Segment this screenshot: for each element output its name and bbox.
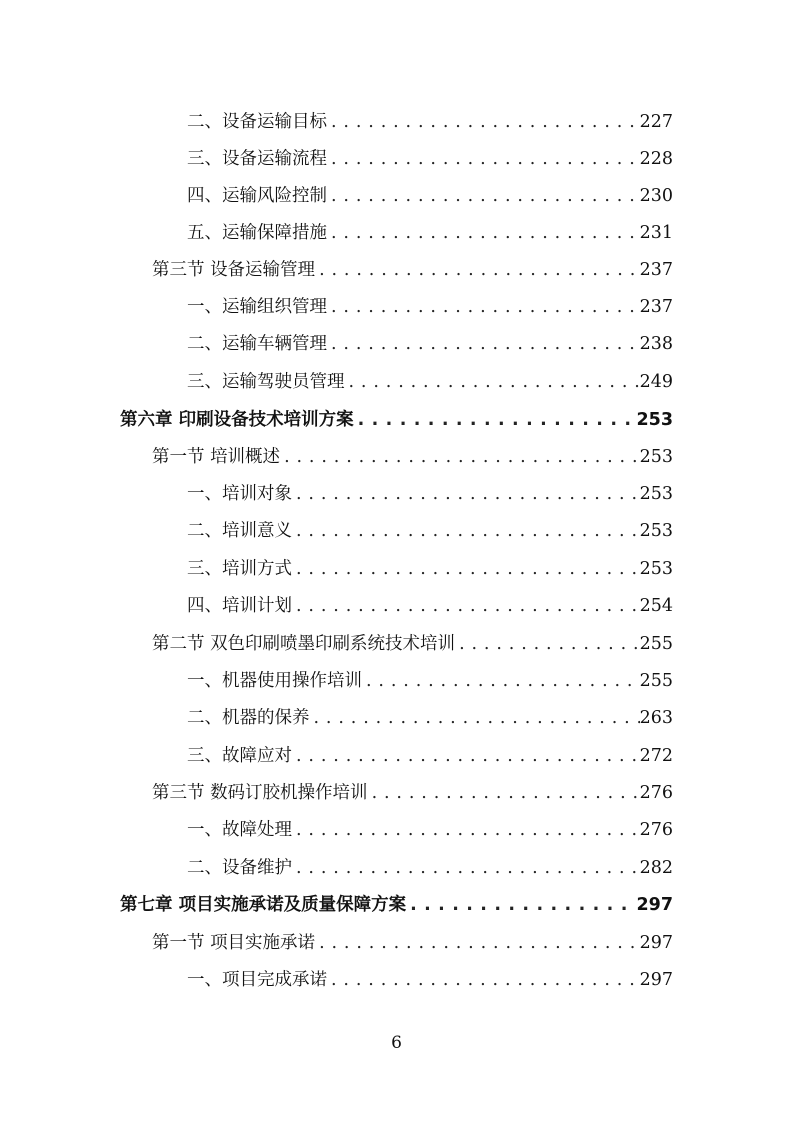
toc-entry-title: 第七章 项目实施承诺及质量保障方案 (120, 895, 407, 915)
toc-entry-title: 第二节 双色印刷喷墨印刷系统技术培训 (152, 634, 456, 654)
toc-entry-title: 二、设备运输目标 (187, 112, 327, 132)
toc-entry-page: 253 (639, 484, 673, 504)
toc-entry-title: 三、培训方式 (187, 559, 292, 579)
toc-leader-dots (292, 746, 640, 766)
toc-entry (120, 406, 673, 431)
toc-leader-dots (368, 783, 640, 803)
toc-entry-page: 237 (639, 297, 673, 317)
toc-entry-page: 253 (639, 559, 673, 579)
toc-entry-page: 238 (639, 334, 673, 354)
toc-leader-dots (406, 895, 636, 915)
toc-leader-dots (315, 260, 640, 280)
toc-leader-dots (292, 596, 640, 616)
toc-entry-page: 272 (639, 746, 673, 766)
toc-entry-page: 263 (639, 708, 673, 728)
toc-entry-title: 三、设备运输流程 (187, 149, 327, 169)
toc-entry (187, 667, 673, 692)
toc-entry (187, 368, 673, 393)
toc-entry (187, 480, 673, 505)
toc-entry-title: 二、设备维护 (187, 858, 292, 878)
toc-leader-dots (354, 410, 637, 430)
toc-entry-title: 第三节 设备运输管理 (152, 260, 316, 280)
toc-leader-dots (280, 447, 640, 467)
toc-entry-title: 三、故障应对 (187, 746, 292, 766)
toc-leader-dots (292, 559, 640, 579)
toc-entry-page: 276 (639, 820, 673, 840)
toc-entry-title: 二、机器的保养 (187, 708, 310, 728)
toc-leader-dots (315, 933, 640, 953)
toc-entry-title: 第三节 数码订胶机操作培训 (152, 783, 368, 803)
toc-entry-title: 二、培训意义 (187, 521, 292, 541)
toc-entry (187, 854, 673, 879)
toc-entry-title: 第六章 印刷设备技术培训方案 (120, 410, 354, 430)
toc-entry-page: 255 (639, 671, 673, 691)
toc-entry-page: 282 (639, 858, 673, 878)
toc-entry-page: 249 (639, 372, 673, 392)
toc-entry-page: 230 (639, 186, 673, 206)
toc-entry (187, 704, 673, 729)
toc-leader-dots (455, 634, 640, 654)
toc-entry-page: 254 (639, 596, 673, 616)
toc-leader-dots (327, 334, 640, 354)
toc-entry (187, 592, 673, 617)
toc-entry-page: 253 (636, 410, 673, 430)
toc-entry-page: 231 (639, 223, 673, 243)
toc-leader-dots (292, 858, 640, 878)
toc-entry-page: 253 (639, 521, 673, 541)
toc-entry-page: 237 (639, 260, 673, 280)
toc-entry-title: 一、故障处理 (187, 820, 292, 840)
toc-leader-dots (292, 521, 640, 541)
toc-entry (187, 742, 673, 767)
toc-entry-page: 228 (639, 149, 673, 169)
toc-entry-title: 一、机器使用操作培训 (187, 671, 362, 691)
toc-entry (120, 891, 673, 916)
toc-leader-dots (292, 820, 640, 840)
page-number: 6 (391, 1033, 402, 1053)
toc-entry-page: 255 (639, 634, 673, 654)
toc-entry (152, 779, 673, 804)
toc-entry (187, 108, 673, 133)
toc-entry-title: 第一节 培训概述 (152, 447, 281, 467)
toc-leader-dots (362, 671, 640, 691)
toc-entry-title: 一、运输组织管理 (187, 297, 327, 317)
toc-leader-dots (345, 372, 640, 392)
toc-entry (152, 929, 673, 954)
toc-leader-dots (310, 708, 640, 728)
toc-leader-dots (327, 186, 640, 206)
toc-leader-dots (327, 149, 640, 169)
toc-entry (187, 517, 673, 542)
toc-leader-dots (292, 484, 640, 504)
toc-entry (187, 330, 673, 355)
toc-leader-dots (327, 223, 640, 243)
toc-entry (187, 555, 673, 580)
toc-entry-title: 二、运输车辆管理 (187, 334, 327, 354)
toc-entry-title: 四、运输风险控制 (187, 186, 327, 206)
toc-entry-title: 五、运输保障措施 (187, 223, 327, 243)
toc-entry (187, 182, 673, 207)
toc-entry-page: 227 (639, 112, 673, 132)
toc-entry (187, 219, 673, 244)
toc-entry-title: 一、项目完成承诺 (187, 970, 327, 990)
toc-leader-dots (327, 970, 640, 990)
toc-entry-page: 297 (636, 895, 673, 915)
toc-entry-page: 253 (639, 447, 673, 467)
toc-entry (152, 443, 673, 468)
toc-entry (187, 293, 673, 318)
toc-entry (187, 145, 673, 170)
toc-entry (187, 966, 673, 991)
toc-entry (152, 256, 673, 281)
toc-leader-dots (327, 112, 640, 132)
toc-entry-title: 第一节 项目实施承诺 (152, 933, 316, 953)
toc-entry-page: 297 (639, 933, 673, 953)
toc-entry-title: 一、培训对象 (187, 484, 292, 504)
toc-entry-page: 276 (639, 783, 673, 803)
toc-entry-title: 四、培训计划 (187, 596, 292, 616)
toc-entry-title: 三、运输驾驶员管理 (187, 372, 345, 392)
toc-entry (152, 630, 673, 655)
toc-leader-dots (327, 297, 640, 317)
toc-entry-page: 297 (639, 970, 673, 990)
toc-entry (187, 816, 673, 841)
